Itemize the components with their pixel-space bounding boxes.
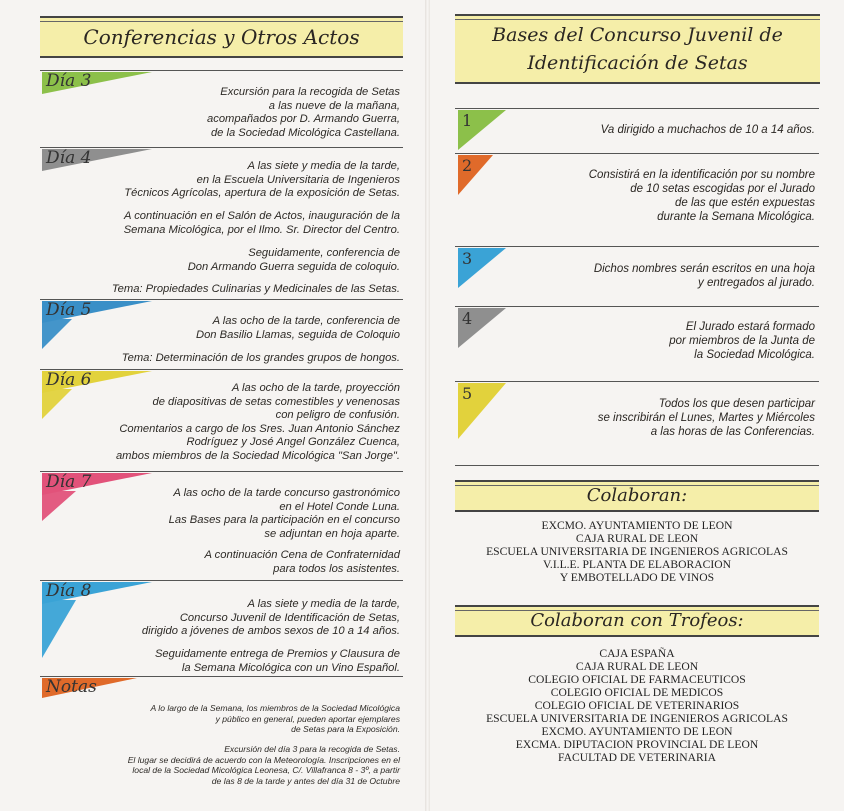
day-label: Notas: [46, 677, 97, 697]
day-label: Día 7: [46, 472, 92, 492]
rule-number: 1: [462, 111, 473, 130]
day-paragraph: A las ocho de la tarde concurso gastronómico en el Hotel Conde Luna. Las Bases para la participación en el concurso se adjuntan en hoja aparte.: [168, 487, 400, 540]
day-paragraph: A continuación en el Salón de Actos, inauguración de la Semana Micológica, por el Ilmo. Sr. Director del Centro.: [123, 210, 400, 236]
sponsor-item: CAJA RURAL DE LEON: [575, 532, 699, 545]
colaboran-header: [455, 480, 819, 512]
bases-title-line2: Identificación de Setas: [527, 52, 748, 74]
conferencias-title: Conferencias y Otros Actos: [83, 25, 360, 49]
day-paragraph: A las siete y media de la tarde, Concurso Juvenil de Identificación de Setas, dirigido a jóvenes de ambos sexos de 10 a 14 años.: [141, 598, 400, 637]
day-label: Día 3: [46, 71, 92, 91]
sponsor-item: EXCMO. AYUNTAMIENTO DE LEON: [541, 519, 733, 532]
day-divider: [40, 471, 403, 472]
day-paragraph: Excursión del día 3 para la recogida de Setas. El lugar se decidirá de acuerdo con la Meteorología. Inscripciones en el local de la Sociedad Micológica Leonesa, C/. Villafranca 8 - 3º, a partir de las 8 de la tarde y antes del día 31 de Octubre: [127, 744, 400, 786]
rule-divider: [455, 108, 819, 109]
conferencias-header: [40, 16, 403, 58]
day-paragraph: A continuación Cena de Confraternidad para todos los asistentes.: [204, 549, 400, 575]
day-paragraph: A las ocho de la tarde, conferencia de Don Basilio Llamas, seguida de Coloquio: [196, 315, 400, 341]
sponsor-item: EXCMA. DIPUTACION PROVINCIAL DE LEON: [515, 738, 759, 751]
trofeos-list: [455, 647, 819, 764]
sponsor-item: COLEGIO OFICIAL DE VETERINARIOS: [534, 699, 740, 712]
trofeos-header: [455, 605, 819, 637]
day-paragraph: A las ocho de la tarde, proyección de diapositivas de setas comestibles y venenosas con peligro de confusión. Comentarios a cargo de los Sres. Juan Antonio Sánchez Rodríguez y José Angel González Cuenca, ambos miembros de la Sociedad Micológica "San Jorge".: [115, 382, 400, 462]
rule-number: 2: [462, 156, 473, 175]
sponsor-item: COLEGIO OFICIAL DE MEDICOS: [550, 686, 724, 699]
day-paragraph: A las siete y media de la tarde, en la Escuela Universitaria de Ingenieros Técnicos Agrícolas, apertura de la exposición de Setas.: [124, 160, 400, 199]
day-paragraph: Tema: Determinación de los grandes grupos de hongos.: [121, 352, 400, 364]
trofeos-title: Colaboran con Trofeos:: [530, 610, 744, 631]
bases-title-line1: Bases del Concurso Juvenil de: [492, 24, 783, 46]
sponsor-item: EXCMO. AYUNTAMIENTO DE LEON: [541, 725, 733, 738]
rule-number: 3: [462, 249, 473, 268]
sponsor-item: ESCUELA UNIVERSITARIA DE INGENIEROS AGRICOLAS: [486, 545, 788, 558]
sponsor-item: CAJA ESPAÑA: [599, 647, 675, 660]
rule-text: Dichos nombres serán escritos en una hoja y entregados al jurado.: [593, 263, 815, 289]
day-divider: [40, 70, 403, 71]
sponsor-item: ESCUELA UNIVERSITARIA DE INGENIEROS AGRICOLAS: [486, 712, 788, 725]
sponsor-item: Y EMBOTELLADO DE VINOS: [559, 571, 715, 584]
rule-text: Consistirá en la identificación por su nombre de 10 setas escogidas por el Jurado de las que estén expuestas durante la Semana Micológica.: [588, 169, 815, 223]
sponsor-item: FACULTAD DE VETERINARIA: [558, 751, 716, 764]
colaboran-title: Colaboran:: [586, 485, 688, 506]
day-divider: [40, 299, 403, 300]
day-paragraph: Excursión para la recogida de Setas a las nueve de la mañana, acompañados por D. Armando Guerra, de la Sociedad Micológica Castellana.: [207, 86, 400, 139]
day-paragraph: Seguidamente entrega de Premios y Clausura de la Semana Micológica con un Vino Español.: [154, 648, 400, 674]
rule-text: El Jurado estará formado por miembros de la Junta de la Sociedad Micológica.: [669, 321, 815, 361]
bases-header: [455, 14, 820, 84]
rule-divider: [455, 153, 819, 154]
rule-number: 5: [462, 384, 473, 403]
day-divider: [40, 147, 403, 148]
rule-number: 4: [462, 309, 473, 328]
day-divider: [40, 369, 403, 370]
day-label: Día 6: [46, 370, 92, 390]
rule-text: Todos los que desen participar se inscribirán el Lunes, Martes y Miércoles a las horas de las Conferencias.: [597, 398, 815, 438]
rule-divider: [455, 306, 819, 307]
rule-divider: [455, 246, 819, 247]
day-paragraph: Tema: Propiedades Culinarias y Medicinales de las Setas.: [111, 283, 400, 295]
day-paragraph: Seguidamente, conferencia de Don Armando Guerra seguida de coloquio.: [187, 247, 400, 273]
rule-divider: [455, 465, 819, 466]
day-divider: [40, 580, 403, 581]
sponsor-item: COLEGIO OFICIAL DE FARMACEUTICOS: [528, 673, 746, 686]
colaboran-list: [455, 519, 819, 584]
day-label: Día 8: [46, 581, 92, 601]
day-label: Día 5: [46, 300, 92, 320]
day-label: Día 4: [46, 148, 92, 168]
day-paragraph: A lo largo de la Semana, los miembros de la Sociedad Micológica y público en general, pueden aportar ejemplares de Setas para la Exposición.: [150, 703, 400, 734]
sponsor-item: V.I.L.E. PLANTA DE ELABORACION: [543, 558, 731, 571]
sponsor-item: CAJA RURAL DE LEON: [575, 660, 699, 673]
rule-divider: [455, 381, 819, 382]
rule-text: Va dirigido a muchachos de 10 a 14 años.: [600, 124, 815, 136]
